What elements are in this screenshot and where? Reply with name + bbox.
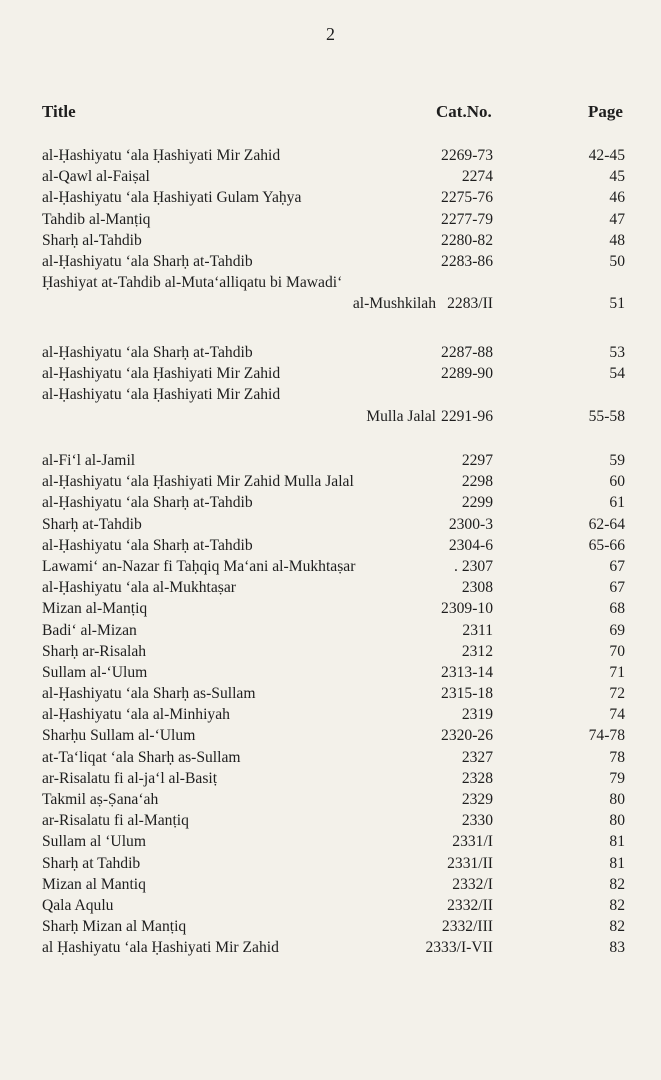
entry-title: ar-Risalatu fi al-Manṭiq <box>42 812 189 830</box>
catalog-row <box>0 853 661 874</box>
catalog-row <box>0 471 661 492</box>
catalog-number: 2298 <box>461 473 493 491</box>
entry-title: Sullam al ‘Ulum <box>42 833 146 851</box>
catalog-number: 2330 <box>461 812 493 830</box>
page-reference: 83 <box>609 939 625 957</box>
page-reference: 47 <box>609 210 625 228</box>
catalog-section-1 <box>0 145 661 315</box>
page-reference: 81 <box>609 833 625 851</box>
catalog-number: 2320-26 <box>441 727 493 745</box>
catalog-number: 2280-82 <box>441 231 493 249</box>
catalog-number: 2312 <box>461 642 493 660</box>
entry-title: al-Ḥashiyatu ‘ala Ḥashiyati Mir Zahid <box>42 386 281 404</box>
entry-title: Mizan al Mantiq <box>42 875 146 893</box>
catalog-row <box>0 704 661 725</box>
page-reference: 42-45 <box>588 147 625 164</box>
entry-title: al-Ḥashiyatu ‘ala al-Mukhtaṣar <box>42 579 236 597</box>
catalog-number: 2297 <box>461 452 493 469</box>
page-reference: 80 <box>609 791 625 808</box>
page-reference: 79 <box>609 769 625 787</box>
catalog-row <box>0 747 661 768</box>
page-reference: 70 <box>609 642 625 660</box>
catalog-number: 2283/II <box>447 295 493 313</box>
entry-title: Ḥashiyat at-Tahdib al-Muta‘alliqatu bi Mawadi‘ <box>42 274 343 292</box>
catalog-number: 2329 <box>461 791 493 808</box>
catalog-row <box>0 187 661 208</box>
catalog-row <box>0 251 661 272</box>
catalog-row <box>0 831 661 852</box>
catalog-number: 2327 <box>461 748 493 766</box>
page-reference: 71 <box>609 663 625 681</box>
catalog-number: 2277-79 <box>441 210 493 228</box>
catalog-number: 2328 <box>461 769 493 787</box>
catalog-row <box>0 577 661 598</box>
catalog-number: 2283-86 <box>441 252 493 270</box>
catalog-number: 2309-10 <box>441 600 493 618</box>
catalog-number: 2332/III <box>441 918 493 936</box>
page-reference: 55-58 <box>588 407 625 425</box>
catalog-row <box>0 683 661 704</box>
entry-title: Takmil aṣ-Ṣana‘ah <box>42 791 159 808</box>
entry-title: ar-Risalatu fi al-ja‘l al-Basiṭ <box>42 769 218 787</box>
catalog-row <box>0 514 661 535</box>
entry-title: Sharḥ at Tahdib <box>42 854 141 872</box>
catalog-row <box>0 620 661 641</box>
entry-title: al-Ḥashiyatu ‘ala Ḥashiyati Mir Zahid <box>42 365 281 383</box>
page-reference: 74 <box>609 706 625 724</box>
catalog-row <box>0 598 661 619</box>
title-column-header: Title <box>42 102 76 121</box>
catalog-row <box>0 641 661 662</box>
catalog-row <box>0 535 661 556</box>
catalog-number: 2332/II <box>447 896 493 914</box>
catalog-row <box>0 293 661 314</box>
page-reference: 59 <box>609 452 625 469</box>
entry-title: Mizan al-Manṭiq <box>42 600 148 618</box>
catalog-number: 2274 <box>461 168 493 186</box>
catalog-number: 2315-18 <box>441 685 493 703</box>
catalog-number: 2300-3 <box>448 515 493 533</box>
entry-title: al-Ḥashiyatu ‘ala Ḥashiyati Gulam Yaḥya <box>42 189 302 207</box>
catalog-number: 2299 <box>461 494 493 512</box>
entry-title: al-Mushkilah <box>352 295 436 313</box>
catalog-row <box>0 230 661 251</box>
page-reference: 62-64 <box>588 515 625 533</box>
page-reference: 80 <box>609 812 625 830</box>
entry-title: Sharḥ Mizan al Manṭiq <box>42 918 187 936</box>
catalog-number: 2289-90 <box>441 365 493 383</box>
catalog-row <box>0 937 661 958</box>
catalog-row <box>0 874 661 895</box>
entry-title: al-Ḥashiyatu ‘ala Ḥashiyati Mir Zahid <box>42 147 281 164</box>
page-reference: 67 <box>609 579 625 597</box>
entry-title: Lawami‘ an-Nazar fi Taḥqiq Ma‘ani al-Mukhtaṣar <box>42 557 356 575</box>
page-reference: 53 <box>609 344 625 361</box>
entry-title: al-Ḥashiyatu ‘ala Ḥashiyati Mir Zahid Mulla Jalal <box>42 473 354 491</box>
page-reference: 72 <box>609 685 625 703</box>
page-reference: 51 <box>609 295 625 313</box>
catalog-section-3 <box>0 450 661 959</box>
catalog-row <box>0 916 661 937</box>
catalog-row <box>0 556 661 577</box>
entry-title: al Ḥashiyatu ‘ala Ḥashiyati Mir Zahid <box>42 939 279 957</box>
catalog-section-2 <box>0 342 661 427</box>
entry-title: Sharḥ ar-Risalah <box>42 642 147 660</box>
cat-no-column-header: Cat.No. <box>436 102 492 121</box>
entry-title: al-Ḥashiyatu ‘ala Sharḥ at-Tahdib <box>42 494 253 512</box>
entry-title: Tahdib al-Manṭiq <box>42 210 151 228</box>
catalog-number: 2291-96 <box>441 407 493 425</box>
page-reference: 82 <box>609 875 625 893</box>
catalog-number: 2275-76 <box>441 189 493 207</box>
catalog-row <box>0 406 661 427</box>
catalog-number: 2331/II <box>447 854 493 872</box>
catalog-number: . 2307 <box>454 557 493 575</box>
page-reference: 69 <box>609 621 625 639</box>
catalog-row <box>0 145 661 166</box>
catalog-row <box>0 342 661 363</box>
page-reference: 81 <box>609 854 625 872</box>
catalog-row <box>0 810 661 831</box>
entry-title: al-Ḥashiyatu ‘ala Sharḥ at-Tahdib <box>42 252 253 270</box>
entry-title: Sullam al-‘Ulum <box>42 663 148 681</box>
entry-title: at-Ta‘liqat ‘ala Sharḥ as-Sullam <box>42 748 241 766</box>
page-reference: 60 <box>609 473 625 491</box>
page-reference: 50 <box>609 252 625 270</box>
page-reference: 68 <box>609 600 625 618</box>
page-reference: 67 <box>609 557 625 575</box>
catalog-number: 2331/I <box>452 833 493 851</box>
entry-title: Sharḥ al-Tahdib <box>42 231 142 249</box>
catalog-row <box>0 450 661 471</box>
catalog-number: 2332/I <box>452 875 493 893</box>
catalog-number: 2319 <box>461 706 493 724</box>
page-reference: 82 <box>609 918 625 936</box>
catalog-number: 2304-6 <box>448 536 493 554</box>
entry-title: al-Ḥashiyatu ‘ala Sharḥ at-Tahdib <box>42 536 253 554</box>
catalog-number: 2287-88 <box>441 344 493 361</box>
catalog-row <box>0 768 661 789</box>
entry-title: Qala Aqulu <box>42 896 114 914</box>
catalog-number: 2308 <box>461 579 493 597</box>
entry-title: al-Qawl al-Faiṣal <box>42 168 150 186</box>
page-reference: 45 <box>609 168 625 186</box>
entry-title: al-Ḥashiyatu ‘ala Sharḥ at-Tahdib <box>42 344 253 361</box>
entry-title: Mulla Jalal <box>366 407 436 425</box>
catalog-row <box>0 492 661 513</box>
entry-title: Sharḥu Sullam al-‘Ulum <box>42 727 196 745</box>
catalog-row <box>0 166 661 187</box>
catalog-number: 2313-14 <box>441 663 493 681</box>
page-reference: 65-66 <box>588 536 625 554</box>
page-reference: 46 <box>609 189 625 207</box>
page-reference: 54 <box>609 365 625 383</box>
catalog-number: 2333/I-VII <box>425 939 493 957</box>
catalog-number: 2269-73 <box>441 147 493 164</box>
catalog-number: 2311 <box>462 621 493 639</box>
page-reference: 82 <box>609 896 625 914</box>
entry-title: al-Ḥashiyatu ‘ala Sharḥ as-Sullam <box>42 685 256 703</box>
page-reference: 78 <box>609 748 625 766</box>
catalog-row <box>0 363 661 384</box>
entry-title: al-Ḥashiyatu ‘ala al-Minhiyah <box>42 706 230 724</box>
entry-title: Sharḥ at-Tahdib <box>42 515 142 533</box>
catalog-row <box>0 789 661 810</box>
page-column-header: Page <box>588 102 623 121</box>
page-number: 2 <box>326 24 335 44</box>
catalog-row <box>0 895 661 916</box>
catalog-row <box>0 384 661 405</box>
entry-title: Badi‘ al-Mizan <box>42 621 137 639</box>
page-reference: 61 <box>609 494 625 512</box>
catalog-row <box>0 272 661 293</box>
entry-title: al-Fi‘l al-Jamil <box>42 452 136 469</box>
page-reference: 74-78 <box>588 727 625 745</box>
catalog-row <box>0 662 661 683</box>
catalog-row <box>0 725 661 746</box>
catalog-row <box>0 209 661 230</box>
page-reference: 48 <box>609 231 625 249</box>
